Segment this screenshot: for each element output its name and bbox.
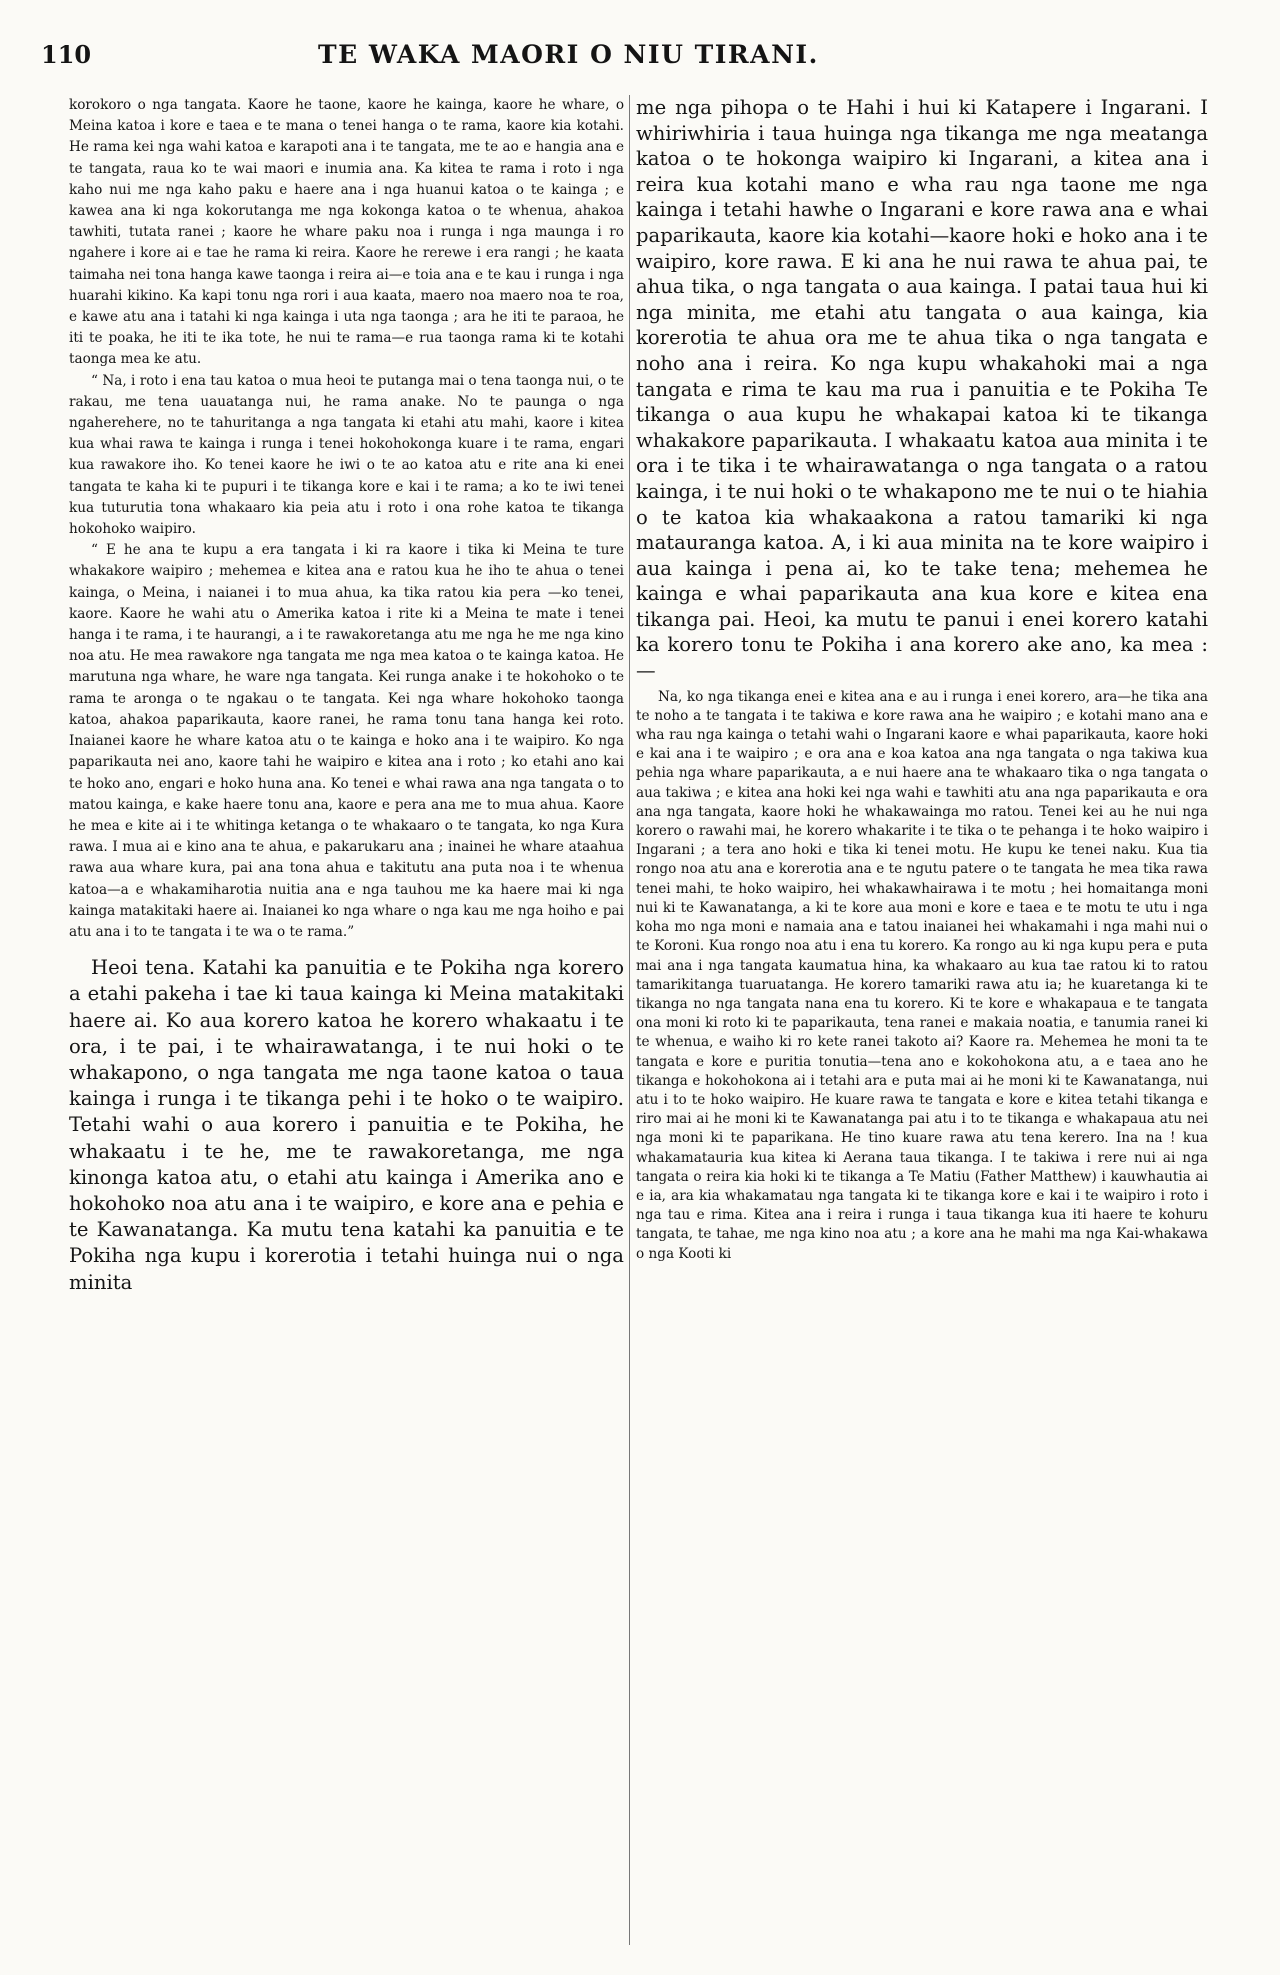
column-divider	[629, 95, 630, 1945]
left-paragraph-2: “ Na, i roto i ena tau katoa o mua heoi te putanga mai o tena taonga nui, o te rakau, me tena uauatanga nui, he rama anake. No te paunga o nga ngaherehere, no te tahuritanga a nga tangata ki etahi atu mahi, kaore i kitea kua whai rawa te kainga i runga i tenei hokohokonga kuare i te rama, engari kua rawakore iho. Ko tenei kaore he iwi o te ao katoa atu e rite ana ki enei tangata te kaha ki te pupuri i te tikanga kore e kai i te rama; a ko te iwi tenei kua tuturutia tona whakaaro kia peia atu i roto i ona rohe katoa te tikanga hokohoko waipiro.	[69, 372, 624, 538]
running-title: TE WAKA MAORI O NIU TIRANI.	[318, 40, 819, 69]
left-paragraph-4: Heoi tena. Katahi ka panuitia e te Pokiha nga korero a etahi pakeha i tae ki taua kainga ki Meina matakitaki haere ai. Ko aua korero katoa he korero whakaatu i te ora, i te pai, i te whairawatanga, i te nui hoki o te whakapono, o nga tangata me nga taone katoa o taua kainga i runga i te tikanga pehi i te hoko o te waipiro. Tetahi wahi o aua korero i panuitia e te Pokiha, he whakaatu i te he, me te rawakoretanga, me nga kinonga katoa atu, o etahi atu kainga i Amerika ano e hokohoko noa atu ana i te waipiro, e kore ana e pehia e te Kawanatanga. Ka mutu tena katahi ka panuitia e te Pokiha nga kupu i korerotia i tetahi huinga nui o nga minita	[69, 956, 624, 1294]
right-paragraph-2: Na, ko nga tikanga enei e kitea ana e au i runga i enei korero, ara—he tika ana te noho a te tangata i te takiwa e kore rawa ana he waipiro ; e kotahi mano ana e wha rau nga kainga o tetahi wahi o Ingarani kaore e whai paparikauta, kaore hoki e kai ana i te waipiro ; e ora ana e koa katoa ana nga tangata o nga takiwa kua pehia nga whare paparikauta, a e nui haere ana te whakaaro tika o nga tangata o aua takiwa ; e kitea ana hoki kei nga wahi e tawhiti atu ana nga paparikauta e ora ana nga tangata, kaore hoki he whakawainga mo ratou. Tenei kei au he nui nga korero o rawahi mai, he korero whakarite i te tika o te pehanga i te hoko waipiro i Ingarani ; a tera ano hoki e tika ki tenei motu. He kupu ke tenei naku. Kua tia rongo noa atu ana e korerotia ana e te ngutu patere o te tangata he mea tika rawa tenei mahi, te hoko waipiro, hei whakawhairawa i te motu ; hei homaitanga moni nui ki te Kawanatanga, a ki te kore aua moni e kore e taea e te motu te utu i nga koha mo nga moni e namaia ana e tatou inaianei hei whakamahi i nga mahi nui o te Koroni. Kua rongo noa atu i ena tu korero. Ka rongo au ki nga kupu pera e puta mai ana i nga tangata kaumatua hina, ka whakaaro au kua tae ratou ki to ratou tamarikitanga tuaruatanga. He korero tamariki rawa atu ia; he kuaretanga ki te tikanga no nga tangata nana ena tu korero. Ki te kore e whakapaua e te tangata ona moni ki roto ki te paparikauta, tena ranei e makaia noatia, e tanumia ranei ki te whenua, e waiho ki ro kete ranei takoto ai? Kaore ra. Mehemea he moni ta te tangata e kore e puritia tonutia—tena ano e kokohokona atu, a e taea ano he tikanga e hokohokona ai i tetahi ara e puta mai ai he moni ki te Kawanatanga, nui atu i to te hoko waipiro. He kuare rawa te tangata e kore e kitea tetahi tikanga e riro mai ai he moni ki te Kawanatanga pai atu i to te tikanga e whakapaua atu nei nga moni ki te paparikana. He tino kuare rawa atu tena kerero. Ina na ! kua whakamatauria kua kitea ki Aerana taua tikanga. I te takiwa i rere nui ai nga tangata o reira kia hoki ki te tikanga a Te Matiu (Father Matthew) i kauwhautia ai e ia, ara kia whakamatau nga tangata ki te tikanga kore e kai i te waipiro i roto i nga tau e rima. Kitea ana i reira i runga i taua tikanga kua iti haere te kohuru tangata, te tahae, me nga kino noa atu ; a kore ana he mahi ma nga Kai-whakawa o nga Kooti ki	[636, 688, 1208, 1262]
page-number: 110	[41, 40, 92, 69]
left-paragraph-1: korokoro o nga tangata. Kaore he taone, kaore he kainga, kaore he whare, o Meina katoa i kore e taea e te mana o tenei hanga o te rama, kaore kia kotahi. He rama kei nga wahi katoa e karapoti ana i te tangata, me te ao e hangia ana e te tangata, raua ko te wai maori e inumia ana. Ka kitea te rama i roto i nga kaho nui me nga kaho paku e haere ana i nga huanui katoa o te kainga ; e kawea ana ki nga kokorutanga me nga kokonga katoa o te whenua, ahakoa tawhiti, tutata ranei ; kaore he whare paku noa i runga i nga maunga i ro ngahere i kore ai e tae he rama ki reira. Kaore he rerewe i era rangi ; he kaata taimaha nei tona hanga kawe taonga i reira ai—e toia ana e te kau i runga i nga huarahi kikino. Ka kapi tonu nga rori i aua kaata, maero noa maero noa te roa, e kawe atu ana i tatahi ki nga kainga i uta nga taonga ; ara he iti te paraoa, he iti te poaka, he iti te ika tote, he nui te rama—e rua taonga rama ki te kotahi taonga mea ke atu.	[69, 97, 624, 368]
left-paragraph-3: “ E he ana te kupu a era tangata i ki ra kaore i tika ki Meina te ture whakakore waipiro ; mehemea e kitea ana e ratou kua he iho te ahua o tenei kainga, o Meina, i naianei i to mua ahua, ka tika ratou kia pera —ko tenei, kaore. Kaore he wahi atu o Amerika katoa i rite ki a Meina te mate i tenei hanga i te rama, i te haurangi, a i te rawakoretanga atu me nga he me nga kino noa atu. He mea rawakore nga tangata me nga mea katoa o te kainga katoa. He marutuna nga whare, he ware nga tangata. Kei runga anake i te hokohoko o te rama te aronga o te ngakau o te tangata. Kei nga whare hokohoko taonga katoa, ahakoa paparikauta, kaore ranei, he rama tonu tana hanga kei roto. Inaianei kaore he whare katoa atu o te kainga e hoko ana i te waipiro. Ko nga paparikauta nei ano, kaore tahi he waipiro e kitea ana i roto ; ko etahi ano kai te hoko ano, engari e hoko huna ana. Ko tenei e whai rawa ana nga tangata o to matou kainga, e kake haere tonu ana, kaore e pera ana me to mua ahua. Kaore he mea e kite ai i te whitinga ketanga o te whakaaro o te tangata, ko nga Kura rawa. I mua ai e kino ana te ahua, e pakarukaru ana ; inainei he whare ataahua rawa aua whare kura, pai ana tona ahua e takitutu ana puta noa i te whenua katoa—a e whakamiharotia nuitia ana e nga tauhou me ka haere mai ki nga kainga matakitaki haere ai. Inaianei ko nga whare o nga kau me nga hoiho e pai atu ana i to te tangata i te wa o te rama.”	[69, 542, 624, 940]
right-column	[636, 95, 1208, 1264]
left-column	[69, 95, 624, 1296]
right-paragraph-1: me nga pihopa o te Hahi i hui ki Katapere i Ingarani. I whiriwhiria i taua huinga nga tikanga me nga meatanga katoa o te hokonga waipiro ki Ingarani, a kitea ana i reira kua kotahi mano e wha rau nga taone me nga kainga i tetahi hawhe o Ingarani e kore rawa ana e whai paparikauta, kaore kia kotahi—kaore hoki e hoko ana i te waipiro, kore rawa. E ki ana he nui rawa te ahua pai, te ahua tika, o nga tangata o aua kainga. I patai taua hui ki nga minita, me etahi atu tangata o aua kainga, kia korerotia te ahua ora me te ahua tika o nga tangata e noho ana i reira. Ko nga kupu whakahoki mai a nga tangata e rima te kau ma rua i panuitia e te Pokiha Te tikanga o aua kupu he whakapai katoa ki te tikanga whakakore paparikauta. I whakaatu katoa aua minita i te ora i te tika i te whairawatanga o nga tangata o a ratou kainga, i te nui hoki o te whakapono me te nui o te hiahia o te katoa kia whakaakona a ratou tamariki ki nga matauranga katoa. A, i ki aua minita na te kore waipiro i aua kainga i pena ai, ko te take tena; mehemea he kainga e whai paparikauta ana kua kore e kitea ena tikanga pai. Heoi, ka mutu te panui i enei korero katahi ka korero tonu te Pokiha i ana korero ake ano, ka mea :—	[636, 96, 1208, 683]
